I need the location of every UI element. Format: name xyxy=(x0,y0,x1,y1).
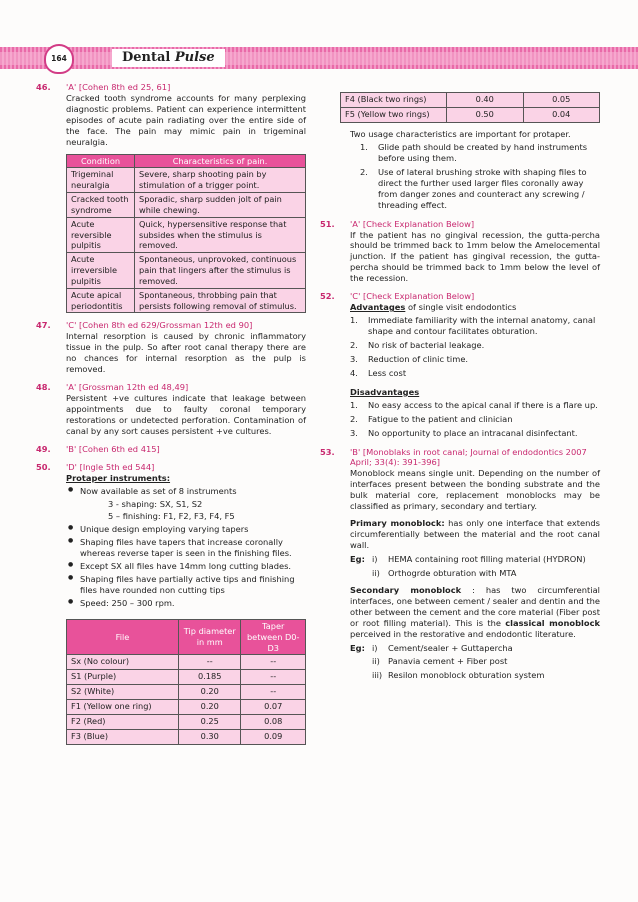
question-number: 48. xyxy=(36,382,51,393)
section-heading: Protaper instruments: xyxy=(66,472,171,483)
table-cell: 0.20 xyxy=(179,685,241,700)
table-cell: S1 (Purple) xyxy=(67,670,179,685)
table-cell: F2 (Red) xyxy=(67,715,179,730)
list-item: 2. Fatigue to the patient and clinician xyxy=(350,413,513,424)
primary-examples xyxy=(350,554,600,579)
list-item: ● Now available as set of 8 instruments xyxy=(66,486,306,497)
answer-reference: 'C' [Check Explanation Below] xyxy=(350,291,475,302)
right-column xyxy=(320,92,600,688)
example-item: Panavia cement + Fiber post xyxy=(388,656,508,667)
list-text: Reduction of clinic time. xyxy=(368,353,469,364)
question-49 xyxy=(36,444,306,455)
protaper-file-table-continued xyxy=(340,92,600,123)
left-column xyxy=(36,82,306,752)
brand-italic: Pulse xyxy=(174,50,215,65)
table-header: Condition xyxy=(67,154,135,168)
secondary-examples xyxy=(350,643,600,682)
advantages-label: Advantages xyxy=(350,302,406,313)
table-row xyxy=(67,168,306,193)
secondary-monoblock xyxy=(350,585,600,640)
answer-reference: 'B' [Cohen 6th ed 415] xyxy=(66,443,160,454)
disadvantages-heading: Disadvantages xyxy=(350,386,420,397)
question-48 xyxy=(36,382,306,437)
table-cell: 0.25 xyxy=(179,715,241,730)
sub-item: 5 – finishing: F1, F2, F3, F4, F5 xyxy=(108,511,235,522)
tooth-logo-icon xyxy=(44,44,74,74)
table-cell: 0.30 xyxy=(179,730,241,745)
list-item: 3. Reduction of clinic time. xyxy=(350,353,469,364)
usage-intro: Two usage characteristics are important for protaper. xyxy=(350,129,571,139)
table-cell: Severe, sharp shooting pain by stimulation of a trigger point. xyxy=(135,168,306,193)
list-text: Less cost xyxy=(368,367,407,378)
list-item: ● Shaping files have partially active tips and finishing files have rounded non cutting tips xyxy=(66,574,306,596)
table-cell: -- xyxy=(241,670,306,685)
brand-title xyxy=(112,49,225,67)
table-row xyxy=(67,193,306,218)
primary-label: Primary monoblock: xyxy=(350,518,445,529)
table-cell: Spontaneous, throbbing pain that persists following removal of stimulus. xyxy=(135,288,306,313)
table-cell: Acute irreversible pulpitis xyxy=(67,253,135,288)
protaper-usage xyxy=(320,129,600,211)
answer-reference: 'A' [Check Explanation Below] xyxy=(350,218,475,229)
table-cell: F5 (Yellow two rings) xyxy=(341,108,447,123)
question-number: 53. xyxy=(320,446,335,457)
list-item: 2. No risk of bacterial leakage. xyxy=(350,339,485,350)
list-text: Immediate familiarity with the internal anatomy, canal shape and contour facilitates obturation. xyxy=(368,315,596,336)
protaper-list xyxy=(66,524,306,609)
table-row xyxy=(341,108,600,123)
list-item: 4. Less cost xyxy=(350,367,407,378)
page-number: 164 xyxy=(51,54,67,64)
advantages-rest: of single visit endodontics xyxy=(405,302,517,313)
table-row xyxy=(67,655,306,670)
question-51 xyxy=(320,219,600,285)
table-cell: 0.185 xyxy=(179,670,241,685)
answer-reference: 'C' [Cohen 8th ed 629/Grossman 12th ed 90] xyxy=(66,320,253,331)
table-cell: F1 (Yellow one ring) xyxy=(67,700,179,715)
protaper-file-table xyxy=(66,619,306,745)
list-item: 2. Use of lateral brushing stroke with shaping files to direct the further used larger files coronally away from danger zones and counteract any screwing / threading effect. xyxy=(360,166,587,210)
answer-text: Internal resorption is caused by chronic inflammatory tissue in the pulp. So after root canal therapy there are no chances for internal resorption as the pulp is removed. xyxy=(66,331,306,375)
table-cell: 0.20 xyxy=(179,700,241,715)
table-cell: Spontaneous, unprovoked, continuous pain that lingers after the stimulus is removed. xyxy=(135,253,306,288)
eg-label: Eg: xyxy=(350,553,365,564)
list-item: 1. No easy access to the apical canal if there is a flare up. xyxy=(350,399,598,410)
answer-text: If the patient has no gingival recession, the gutta-percha should be trimmed back to 1mm below the Amelocemental junction. If the patient has gingival recession, the gutta-percha should be trimmed back to 1mm below the level of the recession. xyxy=(350,229,600,284)
answer-text: Monoblock means single unit. Depending on the number of interfaces present between the bonding substrate and the bulk material core, replacement monoblocks may be classified as primary, secondary and tertiary. xyxy=(350,468,600,512)
table-cell: 0.09 xyxy=(241,730,306,745)
table-row xyxy=(67,288,306,313)
table-cell: 0.50 xyxy=(447,108,524,123)
table-cell: -- xyxy=(241,685,306,700)
table-row xyxy=(67,730,306,745)
answer-reference: 'A' [Cohen 8th ed 25, 61] xyxy=(66,82,171,92)
table-row xyxy=(67,685,306,700)
question-number: 47. xyxy=(36,320,51,331)
table-row xyxy=(67,217,306,252)
table-cell: -- xyxy=(241,655,306,670)
advantages-heading xyxy=(350,302,600,313)
list-text: No opportunity to place an intracanal disinfectant. xyxy=(368,427,578,438)
table-row xyxy=(341,93,600,108)
list-item: 3. No opportunity to place an intracanal disinfectant. xyxy=(350,427,578,438)
question-47 xyxy=(36,320,306,375)
table-header: Characteristics of pain. xyxy=(135,154,306,168)
list-text: Glide path should be created by hand instruments before using them. xyxy=(378,141,588,163)
list-item: 1. Immediate familiarity with the internal anatomy, canal shape and contour facilitates obturation. xyxy=(350,315,596,336)
table-cell: Sx (No colour) xyxy=(67,655,179,670)
table-cell: Cracked tooth syndrome xyxy=(67,193,135,218)
example-item: Orthogrde obturation with MTA xyxy=(388,567,517,578)
example-item: HEMA containing root filling material (HYDRON) xyxy=(388,553,586,564)
secondary-text: : has two circumferential interfaces, one between cement / sealer and dentin and the other between the cement and the core material (Fiber post or root filling material). This is the xyxy=(350,584,600,628)
question-53 xyxy=(320,447,600,682)
table-header: Taper between D0-D3 xyxy=(241,619,306,654)
table-cell: 0.04 xyxy=(523,108,600,123)
answer-text: Persistent +ve cultures indicate that leakage between appointments due to faulty coronal temporary restorations or undetected perforation. Contamination of canal by any sort causes persistent +ve cultures. xyxy=(66,393,306,436)
list-item: 1. Glide path should be created by hand instruments before using them. xyxy=(360,141,588,163)
roman-numeral: i) xyxy=(372,553,378,564)
table-cell: -- xyxy=(179,655,241,670)
answer-reference: 'A' [Grossman 12th ed 48,49] xyxy=(66,382,189,393)
example-item: Cement/sealer + Guttapercha xyxy=(388,642,513,653)
table-cell: 0.05 xyxy=(523,93,600,108)
table-header: File xyxy=(67,619,179,654)
answer-reference: 'D' [Ingle 5th ed 544] xyxy=(66,461,155,472)
pain-characteristics-table xyxy=(66,154,306,314)
list-item: ● Shaping files have tapers that increase coronally whereas reverse taper is seen in the finishing files. xyxy=(66,537,306,559)
question-50 xyxy=(36,462,306,746)
list-text: No easy access to the apical canal if there is a flare up. xyxy=(368,399,598,410)
list-item: ● Except SX all files have 14mm long cutting blades. xyxy=(66,561,306,572)
question-number: 46. xyxy=(36,82,51,92)
question-number: 50. xyxy=(36,461,51,472)
eg-label: Eg: xyxy=(350,642,365,653)
list-item: ● Unique design employing varying tapers xyxy=(66,524,306,535)
example-item: Resilon monoblock obturation system xyxy=(388,670,545,681)
question-number: 51. xyxy=(320,218,335,229)
disadvantages-list xyxy=(350,400,600,439)
table-row xyxy=(67,670,306,685)
question-number: 52. xyxy=(320,291,335,302)
primary-monoblock xyxy=(350,518,600,551)
secondary-bold: classical monoblock xyxy=(505,617,601,628)
list-text: No risk of bacterial leakage. xyxy=(368,339,485,350)
header-band-overlay xyxy=(0,52,638,65)
primary-text: has only one interface that extends circumferentially between the material and the root canal wall. xyxy=(350,518,601,550)
table-cell: F3 (Blue) xyxy=(67,730,179,745)
table-cell: Acute reversible pulpitis xyxy=(67,217,135,252)
protaper-list xyxy=(66,486,306,497)
table-header: Tip diameter in mm xyxy=(179,619,241,654)
roman-numeral: ii) xyxy=(372,656,380,667)
table-cell: 0.07 xyxy=(241,700,306,715)
table-cell: 0.40 xyxy=(447,93,524,108)
table-row xyxy=(67,700,306,715)
table-cell: S2 (White) xyxy=(67,685,179,700)
answer-reference: 'B' [Monoblaks in root canal; Journal of endodontics 2007 April; 33(4): 391-396] xyxy=(350,446,587,468)
brand-plain: Dental xyxy=(122,50,175,65)
secondary-label: Secondary monoblock xyxy=(350,584,462,595)
list-item: ● Speed: 250 – 300 rpm. xyxy=(66,598,306,609)
roman-numeral: iii) xyxy=(372,670,383,681)
table-row xyxy=(67,253,306,288)
table-cell: Sporadic, sharp sudden jolt of pain while chewing. xyxy=(135,193,306,218)
secondary-tail: perceived in the restorative and endodontic literature. xyxy=(350,628,576,639)
answer-text: Cracked tooth syndrome accounts for many perplexing diagnostic problems. Patient can experience intermittent episodes of acute pain radiating over the entire side of the face. The pain may mimic pain in trigeminal neuralgia. xyxy=(66,92,306,147)
question-46 xyxy=(36,82,306,313)
roman-numeral: i) xyxy=(372,642,378,653)
table-cell: Trigeminal neuralgia xyxy=(67,168,135,193)
sub-item: 3 - shaping: SX, S1, S2 xyxy=(108,498,203,509)
advantages-list xyxy=(350,315,600,379)
roman-numeral: ii) xyxy=(372,567,380,578)
table-row xyxy=(67,715,306,730)
list-text: Use of lateral brushing stroke with shaping files to direct the further used larger files coronally away from danger zones and counteract any screwing / threading effect. xyxy=(378,166,587,210)
question-number: 49. xyxy=(36,443,51,454)
table-cell: F4 (Black two rings) xyxy=(341,93,447,108)
list-text: Fatigue to the patient and clinician xyxy=(368,413,513,424)
question-52 xyxy=(320,291,600,438)
table-cell: Acute apical periodontitis xyxy=(67,288,135,313)
usage-list xyxy=(350,142,600,211)
table-cell: 0.08 xyxy=(241,715,306,730)
table-cell: Quick, hypersensitive response that subsides when the stimulus is removed. xyxy=(135,217,306,252)
